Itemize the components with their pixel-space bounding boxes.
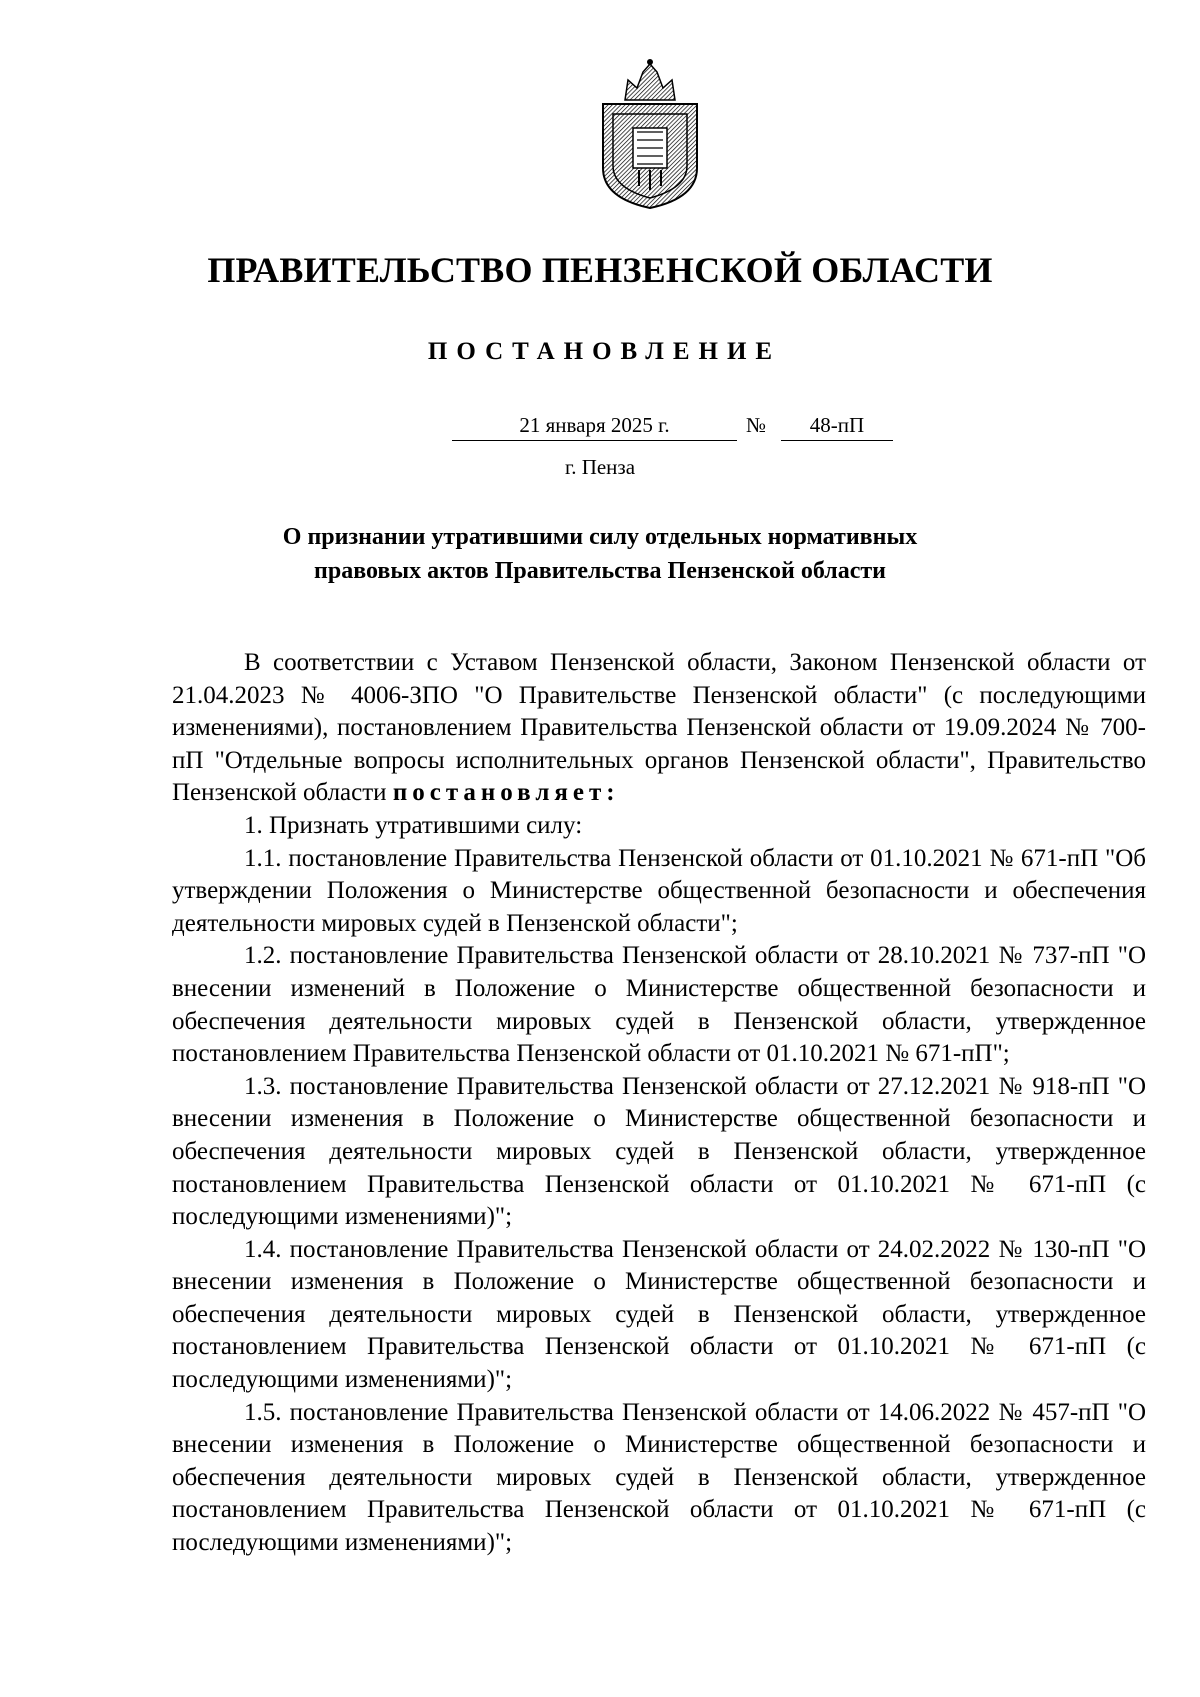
number-sign: № [746, 413, 767, 437]
preamble-text: В соответствии с Уставом Пензенской области, Законом Пензенской области от 21.04.2023 № 4006-ЗПО "О Правительстве Пензенской области" (с последующими изменениями), постановлением Правительства Пензенской области от 19.09.2024 № 700-пП "Отдельные вопросы исполнительных органов Пензенской области", Правительство Пензенской области [172, 649, 1146, 807]
document-number: 48-пП [781, 412, 893, 441]
document-city: г. Пенза [564, 455, 636, 479]
document-date: 21 января 2025 г. [452, 412, 737, 441]
date-number-line [0, 412, 1200, 446]
subject-line-1: О признании утратившими силу отдельных нормативных [282, 524, 918, 550]
resolves-word: постановляет: [392, 779, 620, 807]
penza-region-coat-of-arms-icon [595, 58, 705, 210]
list-item: 1.5. постановление Правительства Пензенской области от 14.06.2022 № 457-пП "О внесении изменения в Положение о Министерстве общественной безопасности и обеспечения деятельности мировых судей в Пензенской области, утвержденное постановлением Правительства Пензенской области от 01.10.2021 № 671-пП (с последующими изменениями)"; [172, 1398, 1146, 1557]
subject-line-2: правовых актов Правительства Пензенской области [314, 558, 886, 584]
list-item: 1.3. постановление Правительства Пензенской области от 27.12.2021 № 918-пП "О внесении изменения в Положение о Министерстве общественной безопасности и обеспечения деятельности мировых судей в Пензенской области, утвержденное постановлением Правительства Пензенской области от 01.10.2021 № 671-пП (с последующими изменениями)"; [172, 1072, 1146, 1231]
preamble-paragraph [172, 647, 1146, 810]
document-subject [240, 520, 960, 588]
document-kind-heading: ПОСТАНОВЛЕНИЕ [427, 338, 782, 365]
list-item: 1. Признать утратившими силу: [244, 811, 583, 839]
organization-title: ПРАВИТЕЛЬСТВО ПЕНЗЕНСКОЙ ОБЛАСТИ [207, 250, 993, 290]
list-item: 1.1. постановление Правительства Пензенской области от 01.10.2021 № 671-пП "Об утверждении Положения о Министерстве общественной безопасности и обеспечения деятельности мировых судей в Пензенской области"; [172, 844, 1146, 937]
document-body [172, 647, 1146, 1560]
list-item: 1.4. постановление Правительства Пензенской области от 24.02.2022 № 130-пП "О внесении изменения в Положение о Министерстве общественной безопасности и обеспечения деятельности мировых судей в Пензенской области, утвержденное постановлением Правительства Пензенской области от 01.10.2021 № 671-пП (с последующими изменениями)"; [172, 1235, 1146, 1394]
list-item: 1.2. постановление Правительства Пензенской области от 28.10.2021 № 737-пП "О внесении изменений в Положение о Министерстве общественной безопасности и обеспечения деятельности мировых судей в Пензенской области, утвержденное постановлением Правительства Пензенской области от 01.10.2021 № 671-пП"; [172, 942, 1146, 1068]
